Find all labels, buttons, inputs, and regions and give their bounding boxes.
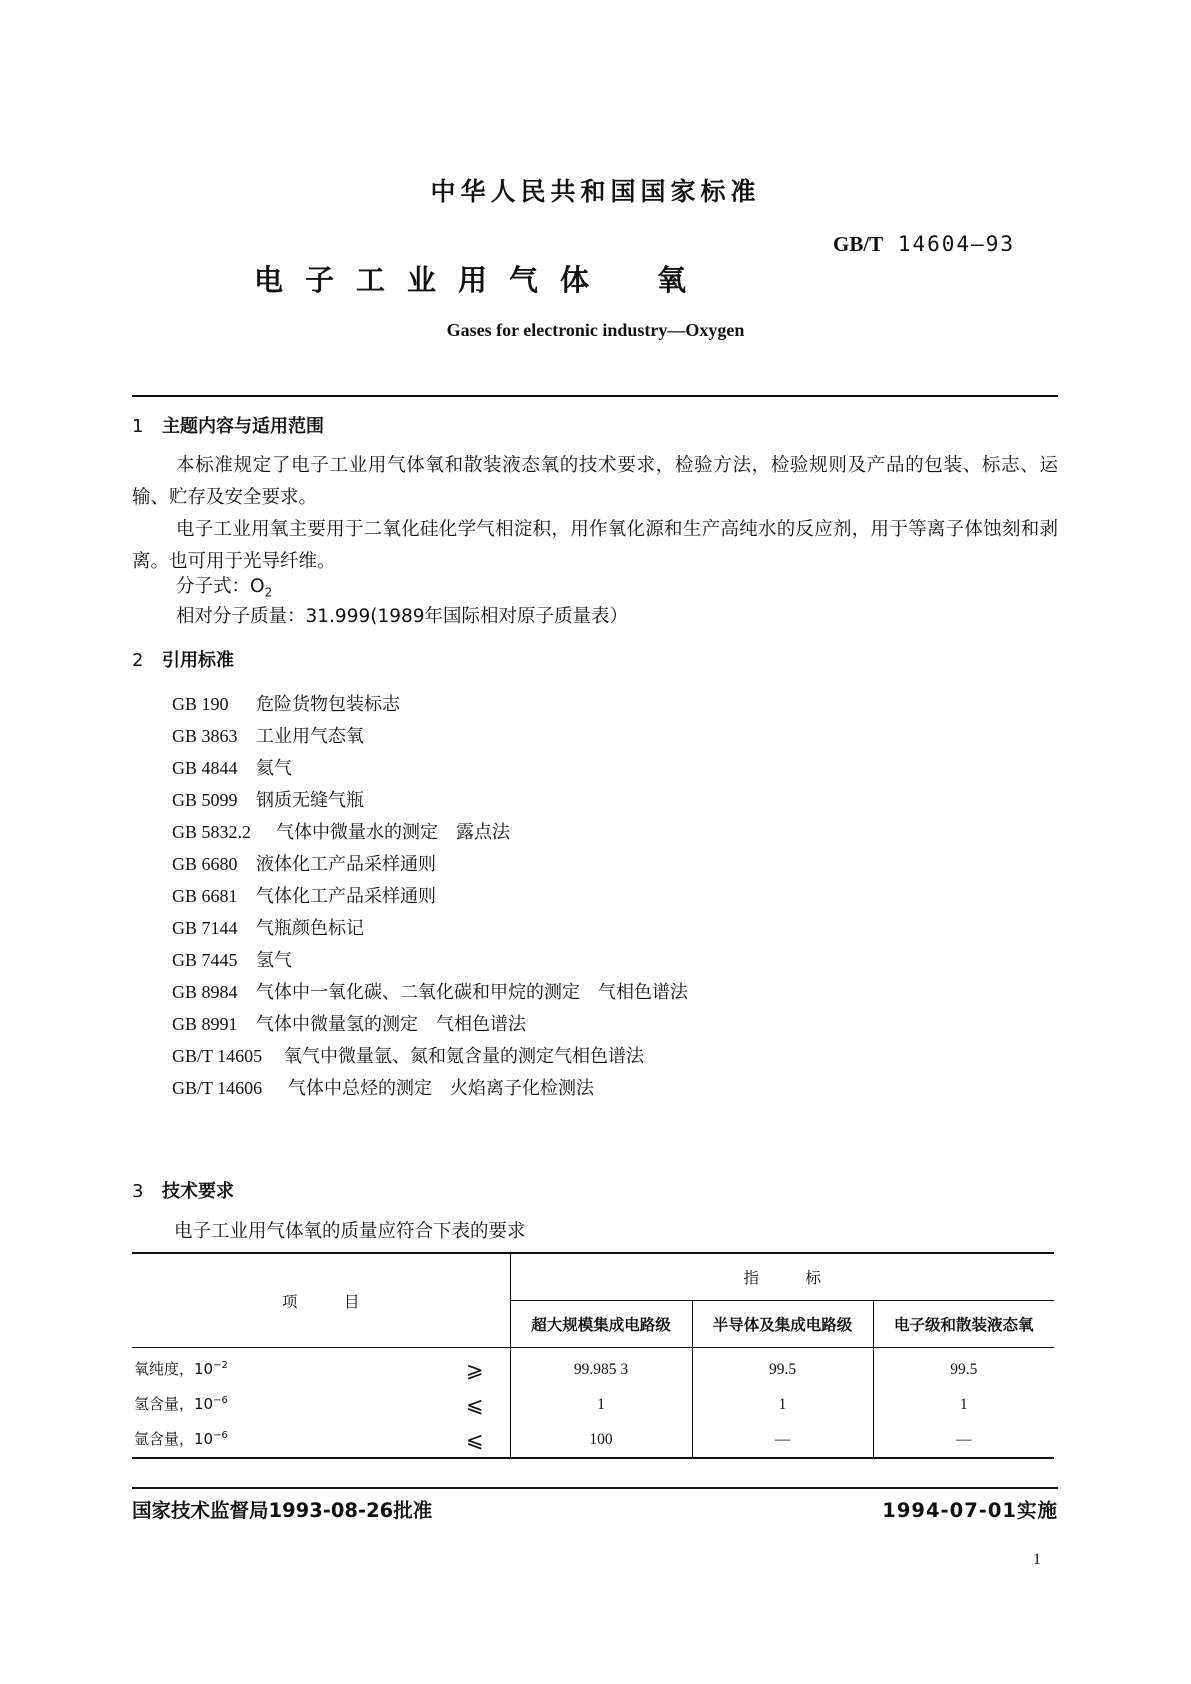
section-1-title: 主题内容与适用范围: [162, 416, 324, 437]
item-label: [132, 1428, 228, 1452]
reference-title: 气体中微量氢的测定 气相色谱法: [256, 1014, 526, 1035]
comparison-operator: ⩽: [465, 1427, 484, 1452]
title-zh-gas: 氧: [657, 263, 709, 297]
reference-title: 氢气: [256, 950, 292, 971]
reference-title: 工业用气态氧: [256, 726, 364, 747]
section-2-number: 2: [132, 650, 144, 671]
value-cell: 1: [873, 1387, 1054, 1422]
table-row: [132, 1387, 1054, 1422]
reference-item: [172, 722, 364, 748]
section-3-heading: [132, 1177, 234, 1203]
section-3-title: 技术要求: [162, 1181, 234, 1202]
reference-item: [172, 914, 364, 940]
table-row: [132, 1348, 1054, 1388]
implementation-date: 1994-07-01实施: [882, 1499, 1058, 1522]
value-cell: 1: [692, 1387, 873, 1422]
item-label-exponent: −6: [213, 1429, 228, 1441]
reference-code: GB 6680: [172, 854, 238, 874]
reference-item: [172, 946, 292, 972]
section-2-heading: [132, 646, 234, 672]
item-label-exponent: −6: [213, 1394, 228, 1406]
formula-base: O: [250, 576, 265, 597]
table-row: [132, 1422, 1054, 1458]
item-label-text: 氧纯度，10: [134, 1359, 214, 1378]
item-label: [132, 1393, 228, 1417]
item-header: 项 目: [132, 1253, 510, 1348]
reference-title: 氦气: [256, 758, 292, 779]
reference-item: [172, 978, 688, 1004]
reference-item: [172, 850, 436, 876]
reference-code: GB 7144: [172, 918, 238, 938]
value-cell: 1: [510, 1387, 692, 1422]
reference-code: GB 8984: [172, 982, 238, 1002]
item-label-text: 氢含量，10: [134, 1394, 214, 1413]
comparison-operator: ⩽: [465, 1392, 484, 1417]
molecular-formula: [176, 572, 272, 600]
section-3-number: 3: [132, 1181, 144, 1202]
reference-title: 气体中一氧化碳、二氧化碳和甲烷的测定 气相色谱法: [256, 982, 688, 1003]
item-cell: [132, 1387, 510, 1422]
index-header: 指 标: [510, 1253, 1054, 1301]
page-number: 1: [1033, 1551, 1041, 1568]
reference-code: GB/T 14606: [172, 1078, 263, 1098]
relative-molecular-mass: 相对分子质量：31.999(1989年国际相对原子质量表）: [176, 606, 629, 627]
item-label: [132, 1358, 228, 1382]
formula-subscript: 2: [264, 585, 273, 600]
reference-title: 气瓶颜色标记: [256, 918, 364, 939]
section-1-number: 1: [132, 416, 144, 437]
reference-title: 钢质无缝气瓶: [256, 790, 364, 811]
approval-date: 国家技术监督局1993-08-26批准: [132, 1499, 433, 1522]
reference-title: 液体化工产品采样通则: [256, 854, 436, 875]
item-cell: [132, 1348, 510, 1388]
reference-title: 危险货物包装标志: [256, 694, 400, 715]
item-label-text: 氩含量，10: [134, 1429, 214, 1448]
reference-item: [172, 1042, 644, 1068]
reference-code: GB 3863: [172, 726, 238, 746]
value-cell: —: [873, 1422, 1054, 1458]
title-zh-main: 电子工业用气体: [254, 263, 612, 297]
value-cell: 100: [510, 1422, 692, 1458]
quality-spec-table: [132, 1252, 1054, 1459]
reference-item: [172, 1010, 526, 1036]
reference-code: GB 4844: [172, 758, 238, 778]
section-1-paragraph-2: 电子工业用氧主要用于二氧化硅化学气相淀积，用作氧化源和生产高纯水的反应剂，用于等离子体蚀刻和剥离。也可用于光导纤维。: [132, 519, 1058, 572]
value-cell: 99.5: [873, 1348, 1054, 1388]
document-title-en: Gases for electronic industry—Oxygen: [446, 320, 745, 340]
reference-title: 气体化工产品采样通则: [256, 886, 436, 907]
value-cell: —: [692, 1422, 873, 1458]
reference-item: [172, 1074, 594, 1100]
reference-code: GB 8991: [172, 1014, 238, 1034]
reference-item: [172, 786, 364, 812]
item-cell: [132, 1422, 510, 1458]
formula-label: 分子式：: [176, 576, 251, 597]
reference-title: 氧气中微量氩、氮和氪含量的测定气相色谱法: [284, 1046, 644, 1067]
footer-divider: [132, 1487, 1058, 1489]
table-caption: 电子工业用气体氧的质量应符合下表的要求: [174, 1221, 526, 1242]
standard-code: [833, 232, 1015, 257]
document-title-zh: [254, 258, 708, 299]
reference-item: [172, 882, 436, 908]
standard-code-prefix: GB/T: [833, 232, 884, 256]
reference-title: 气体中微量水的测定 露点法: [276, 822, 510, 843]
reference-item: [172, 754, 292, 780]
reference-item: [172, 690, 400, 716]
national-standard-header: 中华人民共和国国家标准: [430, 177, 761, 206]
grade-header: 超大规模集成电路级: [510, 1301, 692, 1348]
comparison-operator: ⩾: [465, 1357, 484, 1382]
item-label-exponent: −2: [213, 1359, 228, 1371]
reference-code: GB/T 14605: [172, 1046, 263, 1066]
standard-code-number: 14604—93: [897, 232, 1015, 256]
header-divider: [132, 395, 1058, 397]
grade-header: 半导体及集成电路级: [692, 1301, 873, 1348]
reference-code: GB 5832.2: [172, 822, 252, 842]
value-cell: 99.985 3: [510, 1348, 692, 1388]
value-cell: 99.5: [692, 1348, 873, 1388]
section-1-paragraph-1: 本标准规定了电子工业用气体氧和散装液态氧的技术要求，检验方法，检验规则及产品的包装、标志、运输、贮存及安全要求。: [132, 455, 1058, 508]
reference-code: GB 7445: [172, 950, 238, 970]
reference-code: GB 190: [172, 694, 229, 714]
reference-item: [172, 818, 510, 844]
section-1-heading: [132, 412, 324, 438]
section-2-title: 引用标准: [162, 650, 234, 671]
grade-header: 电子级和散装液态氧: [873, 1301, 1054, 1348]
reference-code: GB 5099: [172, 790, 238, 810]
reference-code: GB 6681: [172, 886, 238, 906]
reference-title: 气体中总烃的测定 火焰离子化检测法: [288, 1078, 594, 1099]
